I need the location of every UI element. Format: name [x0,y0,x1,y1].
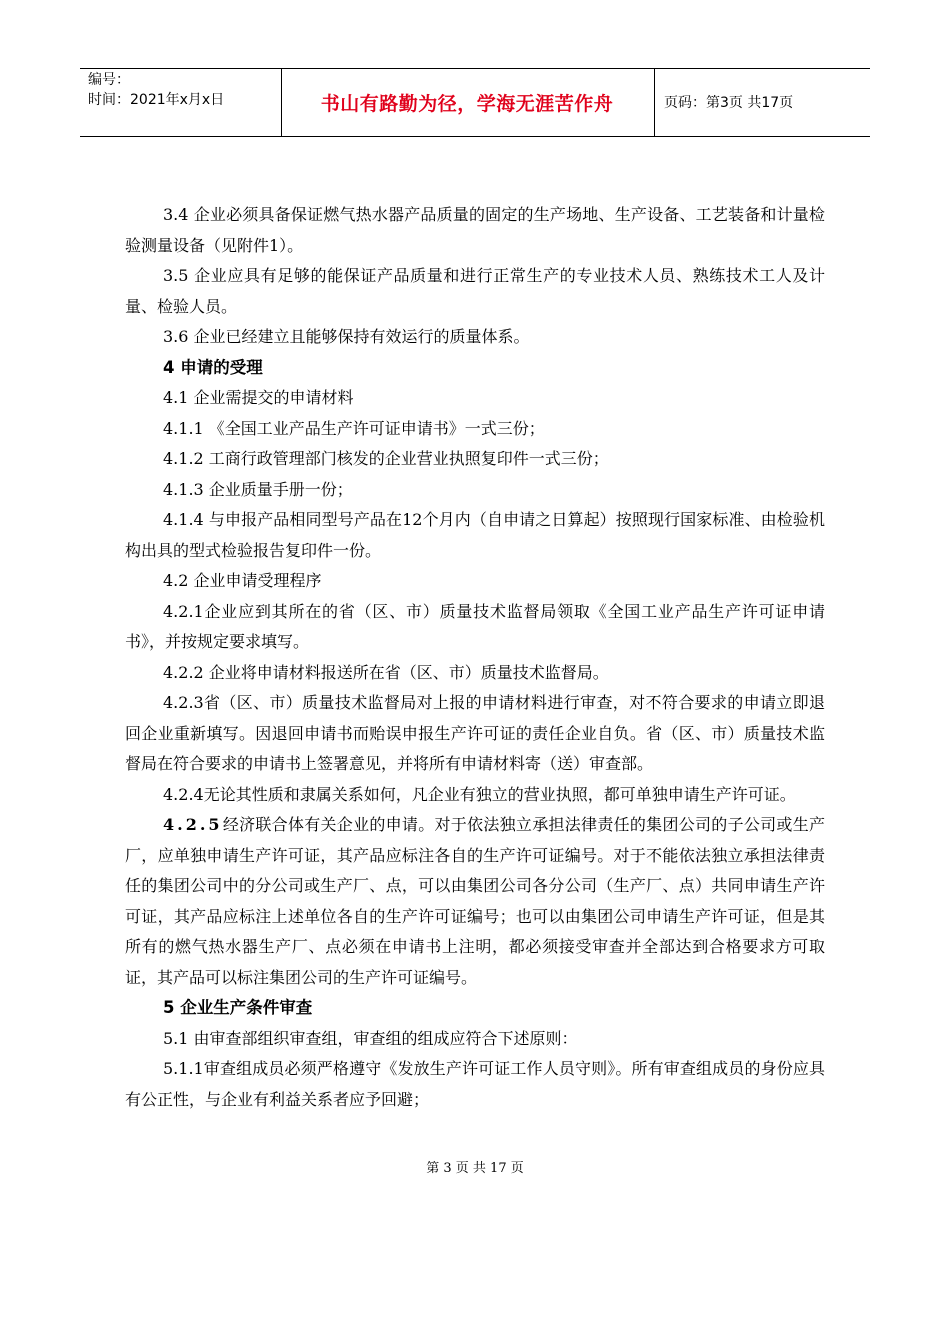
paragraph: 3.4 企业必须具备保证燃气热水器产品质量的固定的生产场地、生产设备、工艺装备和计量检验测量设备（见附件1）。 [125,205,825,255]
document-number-label: 编号： [88,72,130,88]
paragraph: 3.6 企业已经建立且能够保持有效运行的质量体系。 [163,327,530,346]
clause-text: 经济联合体有关企业的申请。对于依法独立承担法律责任的集团公司的子公司或生产厂，应单独申请生产许可证，其产品应标注各自的生产许可证编号。对于不能依法独立承担法律责任的集团公司中的分公司或生产厂、点，可以由集团公司各分公司（生产厂、点）共同申请生产许可证，其产品应标注上述单位各自的生产许可证编号；也可以由集团公司申请生产许可证，但是其所有的燃气热水器生产厂、点必须在申请书上注明，都必须接受审查并全部达到合格要求方可取证，其产品可以标注集团公司的生产许可证编号。 [125,815,825,987]
section-heading: 5 企业生产条件审查 [163,998,313,1017]
paragraph: 4.1.2 工商行政管理部门核发的企业营业执照复印件一式三份； [163,449,609,468]
paragraph: 4.1 企业需提交的申请材料 [163,388,354,407]
paragraph: 5.1 由审查部组织审查组，审查组的组成应符合下述原则： [163,1028,578,1048]
section-heading: 4 申请的受理 [163,357,263,377]
paragraph: 4.2.1企业应到其所在的省（区、市）质量技术监督局领取《全国工业产品生产许可证申请书》，并按规定要求填写。 [125,601,825,651]
paragraph: 4.1.1 《全国工业产品生产许可证申请书》一式三份； [163,418,545,438]
header-bottom-rule [80,136,870,137]
paragraph: 4.2.4无论其性质和隶属关系如何，凡企业有独立的营业执照，都可单独申请生产许可证。 [163,784,796,804]
header-motto: 书山有路勤为径，学海无涯苦作舟 [320,92,614,115]
paragraph [125,810,825,993]
header-meta [88,70,224,110]
page-footer: 第 3 页 共 17 页 [426,1161,524,1176]
paragraph: 4.1.4 与申报产品相同型号产品在12个月内（自申请之日算起）按照现行国家标准、由检验机构出具的型式检验报告复印件一份。 [125,510,825,560]
paragraph: 5.1.1审查组成员必须严格遵守《发放生产许可证工作人员守则》。所有审查组成员的身份应具有公正性，与企业有利益关系者应予回避； [125,1059,825,1109]
clause-number: 4.2.5 [163,815,223,834]
document-body [125,200,825,1115]
paragraph: 4.2.2 企业将申请材料报送所在省（区、市）质量技术监督局。 [163,662,609,682]
document-date: 时间：2021年x月x日 [88,92,225,108]
paragraph: 3.5 企业应具有足够的能保证产品质量和进行正常生产的专业技术人员、熟练技术工人及计量、检验人员。 [125,266,825,316]
paragraph: 4.2.3省（区、市）质量技术监督局对上报的申请材料进行审查，对不符合要求的申请立即退回企业重新填写。因退回申请书而贻误申报生产许可证的责任企业自负。省（区、市）质量技术监督局在符合要求的申请书上签署意见，并将所有申请材料寄（送）审查部。 [125,693,825,773]
paragraph: 4.2 企业申请受理程序 [163,571,322,590]
paragraph: 4.1.3 企业质量手册一份； [163,479,353,499]
header-page-info: 页码：第3页 共17页 [664,95,794,111]
header-divider-right [654,68,655,136]
